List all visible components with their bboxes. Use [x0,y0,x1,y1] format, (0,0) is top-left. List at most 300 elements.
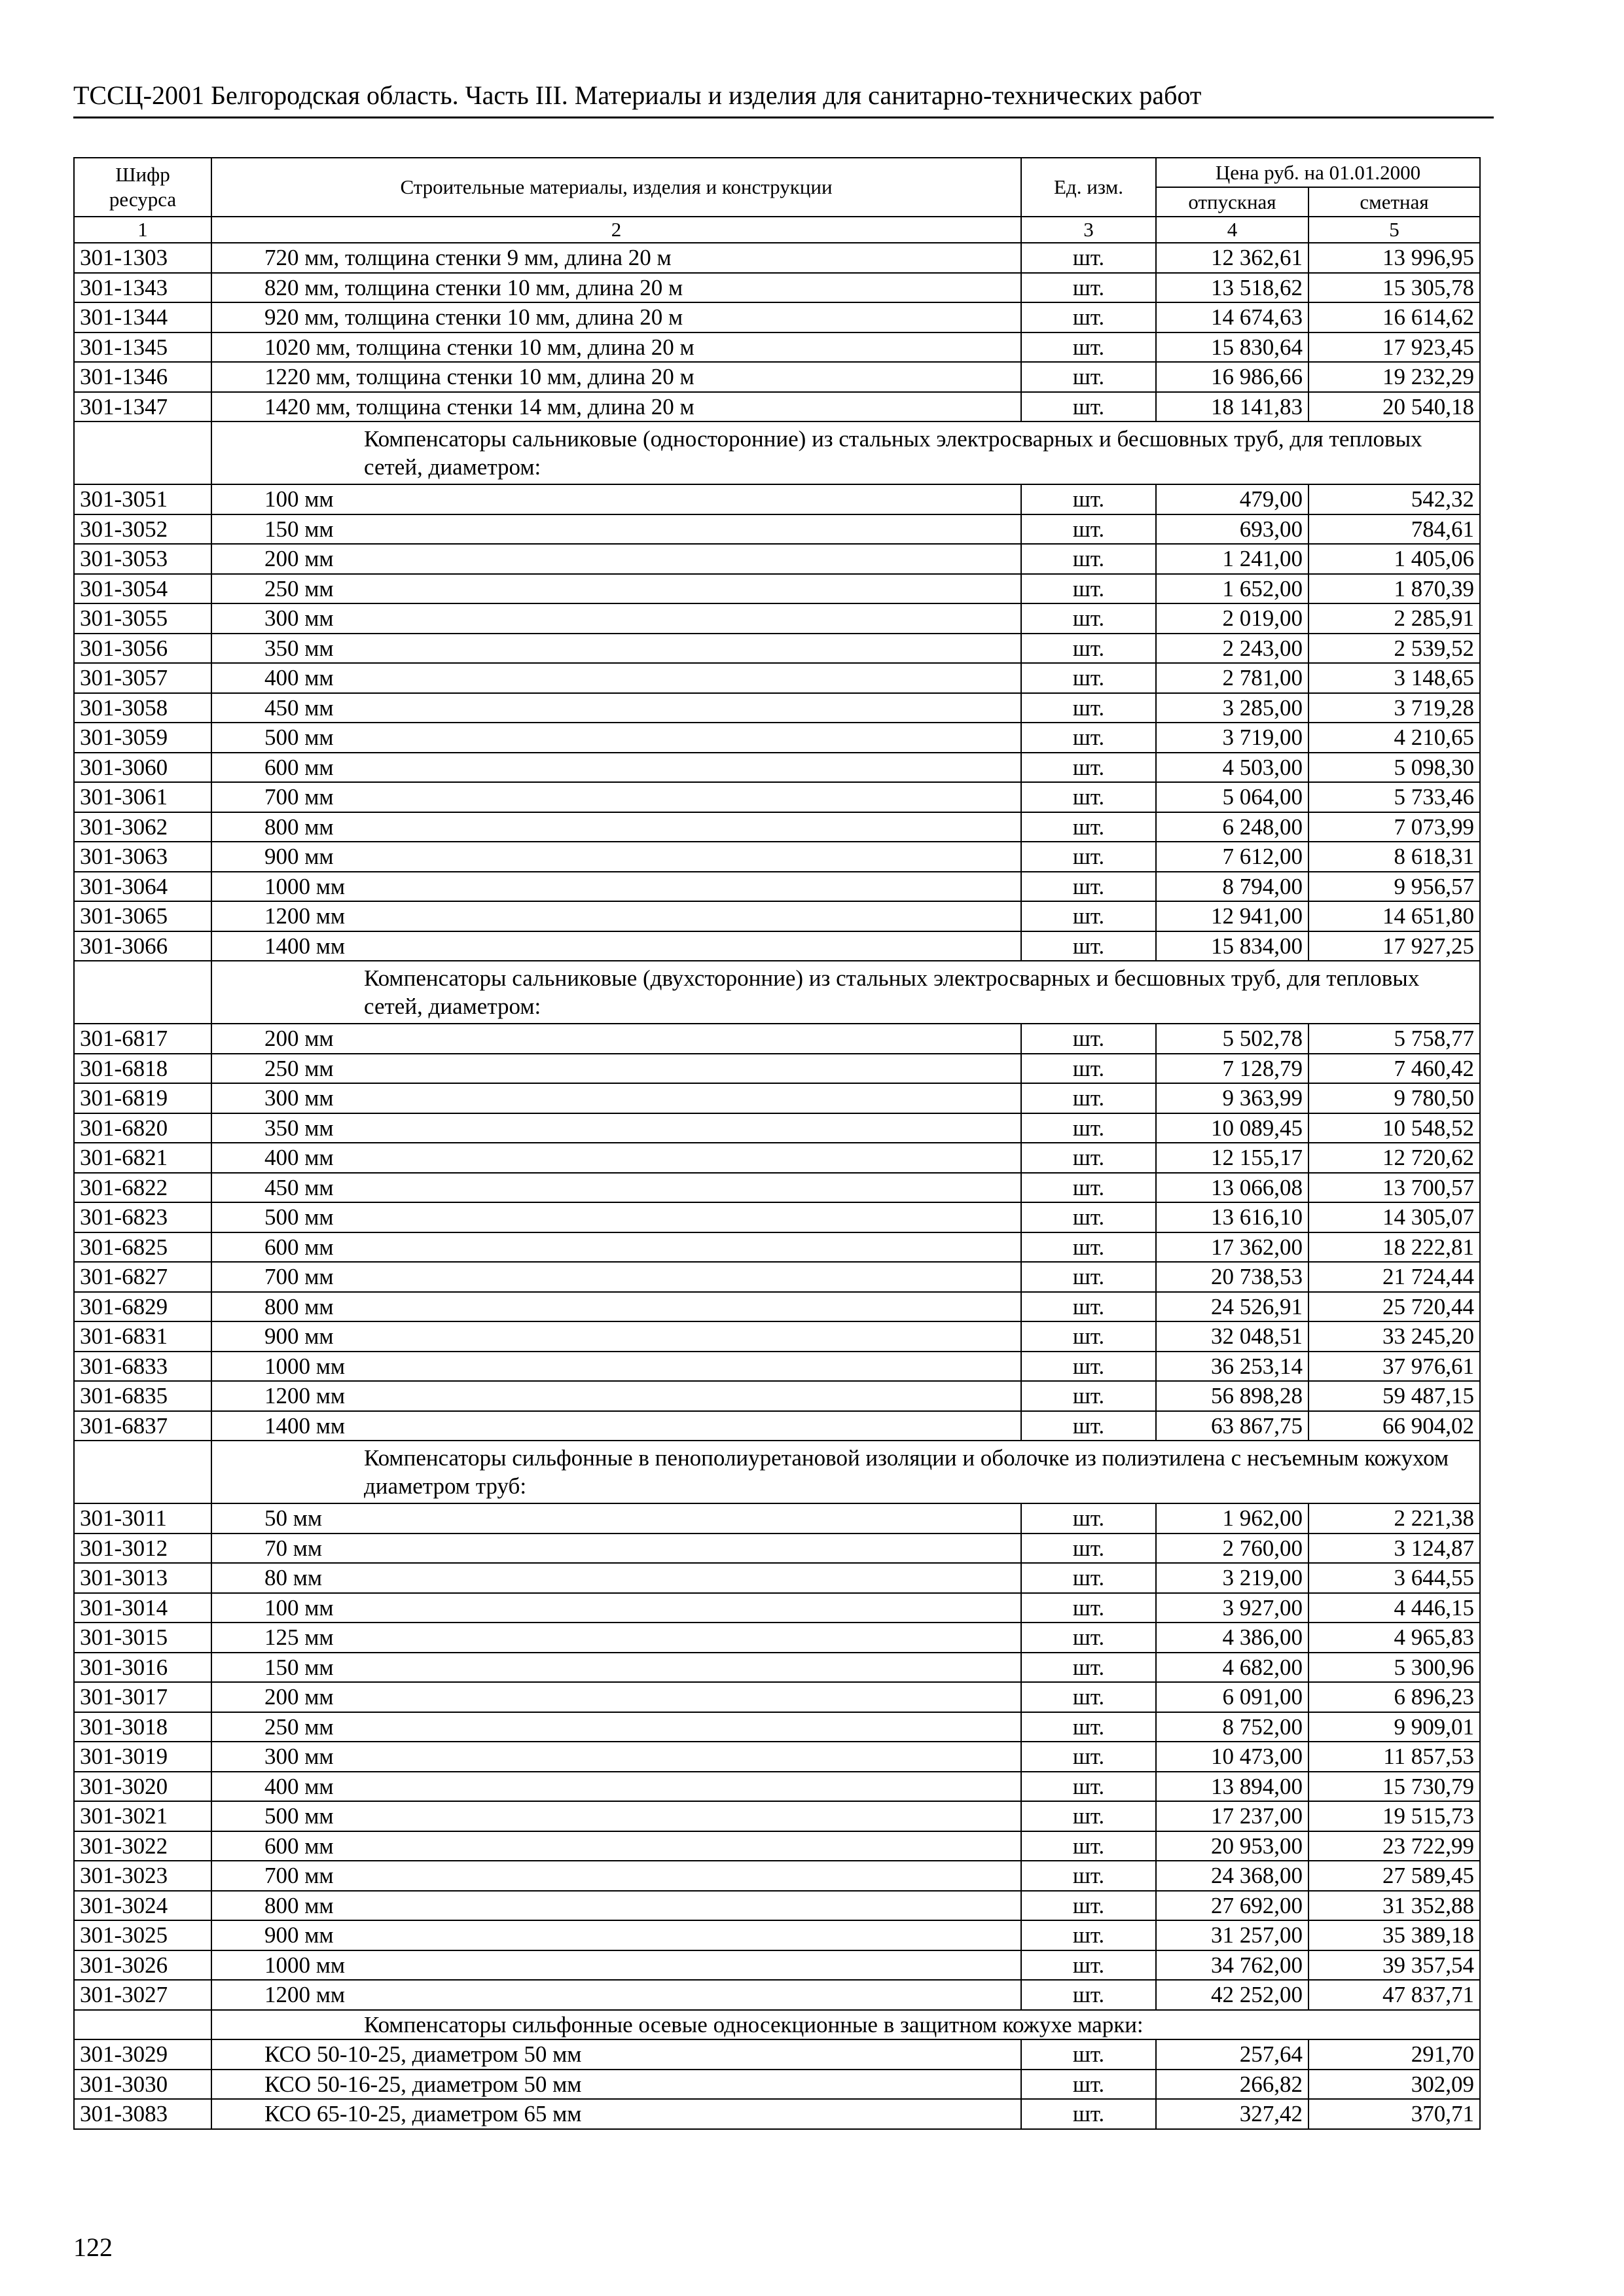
estimate-price: 9 909,01 [1308,1712,1480,1742]
release-price: 8 794,00 [1156,872,1308,902]
table-row [74,514,1480,545]
table-row [74,782,1480,812]
table-row [74,693,1480,723]
table-row [74,544,1480,574]
table-row [74,484,1480,514]
table-row [74,1653,1480,1683]
resource-code: 301-3025 [74,1920,211,1950]
estimate-price: 17 927,25 [1308,931,1480,961]
header-rule [73,117,1494,118]
unit: шт. [1021,1801,1156,1831]
unit: шт. [1021,302,1156,332]
material-name: 900 мм [211,842,1021,872]
table-head [74,158,1480,243]
material-name: 700 мм [211,1262,1021,1292]
unit: шт. [1021,1682,1156,1712]
release-price: 42 252,00 [1156,1980,1308,2010]
resource-code: 301-6833 [74,1352,211,1382]
release-price: 17 362,00 [1156,1232,1308,1263]
table-body [74,243,1480,2129]
unit: шт. [1021,2099,1156,2129]
unit: шт. [1021,1593,1156,1623]
unit: шт. [1021,392,1156,422]
material-name: 1400 мм [211,1411,1021,1441]
unit: шт. [1021,1083,1156,1113]
resource-code: 301-6831 [74,1321,211,1352]
release-price: 266,82 [1156,2070,1308,2100]
unit: шт. [1021,273,1156,303]
release-price: 34 762,00 [1156,1950,1308,1981]
material-name: 80 мм [211,1563,1021,1593]
resource-code: 301-3019 [74,1742,211,1772]
release-price: 3 927,00 [1156,1593,1308,1623]
unit: шт. [1021,1623,1156,1653]
release-price: 17 237,00 [1156,1801,1308,1831]
section-code-cell [74,422,211,484]
estimate-price: 1 405,06 [1308,544,1480,574]
table-row [74,1950,1480,1981]
estimate-price: 3 719,28 [1308,693,1480,723]
release-price: 12 155,17 [1156,1143,1308,1173]
unit: шт. [1021,693,1156,723]
resource-code: 301-3029 [74,2039,211,2070]
release-price: 6 248,00 [1156,812,1308,842]
material-name: 70 мм [211,1534,1021,1564]
unit: шт. [1021,1262,1156,1292]
unit: шт. [1021,872,1156,902]
resource-code: 301-3012 [74,1534,211,1564]
table-row [74,1232,1480,1263]
resource-code: 301-1303 [74,243,211,273]
resource-code: 301-6817 [74,1024,211,1054]
unit: шт. [1021,901,1156,931]
section-row [74,2010,1480,2040]
resource-code: 301-3052 [74,514,211,545]
estimate-price: 5 733,46 [1308,782,1480,812]
table-row [74,1292,1480,1322]
resource-code: 301-3027 [74,1980,211,2010]
material-name: 700 мм [211,782,1021,812]
material-name: КСО 65-10-25, диаметром 65 мм [211,2099,1021,2129]
table-row [74,753,1480,783]
release-price: 10 089,45 [1156,1113,1308,1143]
table-row [74,1831,1480,1861]
material-name: 800 мм [211,1891,1021,1921]
table-row [74,1534,1480,1564]
material-name: 50 мм [211,1503,1021,1534]
unit: шт. [1021,1950,1156,1981]
release-price: 13 066,08 [1156,1173,1308,1203]
table-row [74,1321,1480,1352]
resource-code: 301-1343 [74,273,211,303]
estimate-price: 2 221,38 [1308,1503,1480,1534]
resource-code: 301-6837 [74,1411,211,1441]
material-name: 500 мм [211,1202,1021,1232]
table-row [74,273,1480,303]
section-row [74,422,1480,484]
estimate-price: 542,32 [1308,484,1480,514]
release-price: 15 834,00 [1156,931,1308,961]
estimate-price: 2 539,52 [1308,634,1480,664]
table-row [74,1593,1480,1623]
estimate-price: 3 644,55 [1308,1563,1480,1593]
release-price: 1 962,00 [1156,1503,1308,1534]
material-name: 1420 мм, толщина стенки 14 мм, длина 20 м [211,392,1021,422]
unit: шт. [1021,484,1156,514]
estimate-price: 15 305,78 [1308,273,1480,303]
resource-code: 301-3014 [74,1593,211,1623]
material-name: 1020 мм, толщина стенки 10 мм, длина 20 м [211,332,1021,363]
unit: шт. [1021,1563,1156,1593]
table-row [74,1712,1480,1742]
resource-code: 301-3020 [74,1772,211,1802]
resource-code: 301-3051 [74,484,211,514]
material-name: 200 мм [211,1024,1021,1054]
table-row [74,392,1480,422]
estimate-price: 5 758,77 [1308,1024,1480,1054]
resource-code: 301-3011 [74,1503,211,1534]
unit: шт. [1021,1861,1156,1891]
estimate-price: 17 923,45 [1308,332,1480,363]
table-row [74,1801,1480,1831]
unit: шт. [1021,514,1156,545]
estimate-price: 47 837,71 [1308,1980,1480,2010]
unit: шт. [1021,332,1156,363]
estimate-price: 11 857,53 [1308,1742,1480,1772]
material-name: 200 мм [211,1682,1021,1712]
unit: шт. [1021,1024,1156,1054]
unit: шт. [1021,1534,1156,1564]
material-name: 450 мм [211,693,1021,723]
resource-code: 301-6835 [74,1381,211,1411]
release-price: 56 898,28 [1156,1381,1308,1411]
release-price: 1 652,00 [1156,574,1308,604]
release-price: 14 674,63 [1156,302,1308,332]
material-name: 1220 мм, толщина стенки 10 мм, длина 20 м [211,362,1021,392]
table-row [74,723,1480,753]
release-price: 20 953,00 [1156,1831,1308,1861]
material-name: 800 мм [211,812,1021,842]
material-name: 400 мм [211,1772,1021,1802]
resource-code: 301-3066 [74,931,211,961]
material-name: 600 мм [211,1232,1021,1263]
table-row [74,1861,1480,1891]
release-price: 16 986,66 [1156,362,1308,392]
material-name: 1000 мм [211,872,1021,902]
unit: шт. [1021,1920,1156,1950]
resource-code: 301-1347 [74,392,211,422]
resource-code: 301-3059 [74,723,211,753]
table-row [74,243,1480,273]
resource-code: 301-3055 [74,603,211,634]
material-name: 1200 мм [211,1381,1021,1411]
unit: шт. [1021,603,1156,634]
resource-code: 301-6829 [74,1292,211,1322]
material-name: 600 мм [211,753,1021,783]
resource-code: 301-3016 [74,1653,211,1683]
estimate-price: 39 357,54 [1308,1950,1480,1981]
release-price: 2 781,00 [1156,663,1308,693]
table-row [74,603,1480,634]
material-name: 820 мм, толщина стенки 10 мм, длина 20 м [211,273,1021,303]
release-price: 12 941,00 [1156,901,1308,931]
release-price: 13 518,62 [1156,273,1308,303]
estimate-price: 3 148,65 [1308,663,1480,693]
estimate-price: 2 285,91 [1308,603,1480,634]
table-row [74,872,1480,902]
estimate-price: 9 956,57 [1308,872,1480,902]
release-price: 5 502,78 [1156,1024,1308,1054]
resource-code: 301-6823 [74,1202,211,1232]
section-title: Компенсаторы сильфонные осевые односекционные в защитном кожухе марки: [211,2010,1480,2040]
material-name: 300 мм [211,603,1021,634]
release-price: 1 241,00 [1156,544,1308,574]
unit: шт. [1021,1503,1156,1534]
resource-code: 301-3017 [74,1682,211,1712]
release-price: 31 257,00 [1156,1920,1308,1950]
table-row [74,1980,1480,2010]
material-name: 300 мм [211,1742,1021,1772]
resource-code: 301-3021 [74,1801,211,1831]
resource-code: 301-3063 [74,842,211,872]
release-price: 327,42 [1156,2099,1308,2129]
estimate-price: 5 300,96 [1308,1653,1480,1683]
estimate-price: 25 720,44 [1308,1292,1480,1322]
resource-code: 301-6819 [74,1083,211,1113]
estimate-price: 291,70 [1308,2039,1480,2070]
column-number: 5 [1308,217,1480,243]
unit: шт. [1021,1653,1156,1683]
unit: шт. [1021,2039,1156,2070]
material-name: 1200 мм [211,1980,1021,2010]
release-price: 4 682,00 [1156,1653,1308,1683]
table-row [74,1920,1480,1950]
unit: шт. [1021,1143,1156,1173]
estimate-price: 31 352,88 [1308,1891,1480,1921]
release-price: 2 019,00 [1156,603,1308,634]
release-price: 257,64 [1156,2039,1308,2070]
table-row [74,1503,1480,1534]
section-row [74,961,1480,1024]
estimate-price: 9 780,50 [1308,1083,1480,1113]
material-name: 500 мм [211,723,1021,753]
unit: шт. [1021,1202,1156,1232]
unit: шт. [1021,1232,1156,1263]
header-name: Строительные материалы, изделия и конструкции [211,158,1021,217]
material-name: 350 мм [211,634,1021,664]
release-price: 24 368,00 [1156,1861,1308,1891]
resource-code: 301-3026 [74,1950,211,1981]
unit: шт. [1021,723,1156,753]
estimate-price: 16 614,62 [1308,302,1480,332]
release-price: 32 048,51 [1156,1321,1308,1352]
unit: шт. [1021,1113,1156,1143]
table-row [74,1563,1480,1593]
table-row [74,1143,1480,1173]
resource-code: 301-3056 [74,634,211,664]
estimate-price: 33 245,20 [1308,1321,1480,1352]
material-name: 920 мм, толщина стенки 10 мм, длина 20 м [211,302,1021,332]
unit: шт. [1021,812,1156,842]
table-row [74,1682,1480,1712]
material-name: 450 мм [211,1173,1021,1203]
release-price: 63 867,75 [1156,1411,1308,1441]
material-name: 1400 мм [211,931,1021,961]
material-name: 400 мм [211,1143,1021,1173]
unit: шт. [1021,243,1156,273]
release-price: 2 760,00 [1156,1534,1308,1564]
release-price: 4 503,00 [1156,753,1308,783]
material-name: 900 мм [211,1321,1021,1352]
estimate-price: 302,09 [1308,2070,1480,2100]
release-price: 10 473,00 [1156,1742,1308,1772]
table-row [74,1411,1480,1441]
resource-code: 301-3013 [74,1563,211,1593]
table-row [74,332,1480,363]
unit: шт. [1021,663,1156,693]
estimate-price: 784,61 [1308,514,1480,545]
table-row [74,2039,1480,2070]
material-name: 1000 мм [211,1950,1021,1981]
resource-code: 301-1345 [74,332,211,363]
estimate-price: 7 460,42 [1308,1054,1480,1084]
unit: шт. [1021,634,1156,664]
unit: шт. [1021,1831,1156,1861]
table-row [74,1202,1480,1232]
release-price: 2 243,00 [1156,634,1308,664]
header-price: Цена руб. на 01.01.2000 [1156,158,1480,187]
release-price: 36 253,14 [1156,1352,1308,1382]
estimate-price: 4 446,15 [1308,1593,1480,1623]
table-row [74,1113,1480,1143]
table-row [74,1054,1480,1084]
resource-code: 301-3061 [74,782,211,812]
material-name: 250 мм [211,1712,1021,1742]
table-row [74,1742,1480,1772]
resource-code: 301-3018 [74,1712,211,1742]
estimate-price: 18 222,81 [1308,1232,1480,1263]
estimate-price: 10 548,52 [1308,1113,1480,1143]
unit: шт. [1021,1411,1156,1441]
estimate-price: 19 232,29 [1308,362,1480,392]
unit: шт. [1021,842,1156,872]
price-table [73,157,1481,2130]
table-row [74,663,1480,693]
table-row [74,634,1480,664]
header-estimate-price: сметная [1308,187,1480,217]
page-number: 122 [73,2233,113,2262]
material-name: 150 мм [211,514,1021,545]
material-name: 720 мм, толщина стенки 9 мм, длина 20 м [211,243,1021,273]
unit: шт. [1021,782,1156,812]
resource-code: 301-3030 [74,2070,211,2100]
estimate-price: 3 124,87 [1308,1534,1480,1564]
estimate-price: 21 724,44 [1308,1262,1480,1292]
table-row [74,1623,1480,1653]
header-unit: Ед. изм. [1021,158,1156,217]
material-name: 100 мм [211,1593,1021,1623]
unit: шт. [1021,1321,1156,1352]
unit: шт. [1021,753,1156,783]
resource-code: 301-1346 [74,362,211,392]
table-row [74,574,1480,604]
table-row [74,1024,1480,1054]
resource-code: 301-3064 [74,872,211,902]
unit: шт. [1021,1891,1156,1921]
unit: шт. [1021,1292,1156,1322]
table-row [74,1262,1480,1292]
release-price: 693,00 [1156,514,1308,545]
table-row [74,1891,1480,1921]
material-name: 900 мм [211,1920,1021,1950]
resource-code: 301-3060 [74,753,211,783]
release-price: 20 738,53 [1156,1262,1308,1292]
release-price: 24 526,91 [1156,1292,1308,1322]
header-code: Шифр ресурса [74,158,211,217]
resource-code: 301-3058 [74,693,211,723]
estimate-price: 14 305,07 [1308,1202,1480,1232]
release-price: 27 692,00 [1156,1891,1308,1921]
resource-code: 301-3065 [74,901,211,931]
column-number: 3 [1021,217,1156,243]
table-row [74,362,1480,392]
release-price: 13 894,00 [1156,1772,1308,1802]
material-name: 600 мм [211,1831,1021,1861]
release-price: 12 362,61 [1156,243,1308,273]
unit: шт. [1021,1742,1156,1772]
column-number: 2 [211,217,1021,243]
release-price: 13 616,10 [1156,1202,1308,1232]
estimate-price: 8 618,31 [1308,842,1480,872]
section-code-cell [74,961,211,1024]
release-price: 3 719,00 [1156,723,1308,753]
table-row [74,901,1480,931]
estimate-price: 7 073,99 [1308,812,1480,842]
table-row [74,1173,1480,1203]
section-row [74,1441,1480,1503]
material-name: 250 мм [211,574,1021,604]
material-name: 200 мм [211,544,1021,574]
table-row [74,2099,1480,2129]
estimate-price: 13 996,95 [1308,243,1480,273]
material-name: КСО 50-16-25, диаметром 50 мм [211,2070,1021,2100]
section-title: Компенсаторы сильфонные в пенополиуретановой изоляции и оболочке из полиэтилена с несъемным кожухом диаметром труб: [211,1441,1480,1503]
estimate-price: 59 487,15 [1308,1381,1480,1411]
estimate-price: 37 976,61 [1308,1352,1480,1382]
material-name: 150 мм [211,1653,1021,1683]
estimate-price: 15 730,79 [1308,1772,1480,1802]
resource-code: 301-3057 [74,663,211,693]
estimate-price: 13 700,57 [1308,1173,1480,1203]
release-price: 18 141,83 [1156,392,1308,422]
material-name: 250 мм [211,1054,1021,1084]
resource-code: 301-3023 [74,1861,211,1891]
material-name: 350 мм [211,1113,1021,1143]
estimate-price: 27 589,45 [1308,1861,1480,1891]
resource-code: 301-6820 [74,1113,211,1143]
release-price: 8 752,00 [1156,1712,1308,1742]
header-release-price: отпускная [1156,187,1308,217]
estimate-price: 4 210,65 [1308,723,1480,753]
material-name: 700 мм [211,1861,1021,1891]
release-price: 3 219,00 [1156,1563,1308,1593]
release-price: 479,00 [1156,484,1308,514]
release-price: 4 386,00 [1156,1623,1308,1653]
estimate-price: 20 540,18 [1308,392,1480,422]
material-name: 1200 мм [211,901,1021,931]
material-name: КСО 50-10-25, диаметром 50 мм [211,2039,1021,2070]
unit: шт. [1021,1381,1156,1411]
